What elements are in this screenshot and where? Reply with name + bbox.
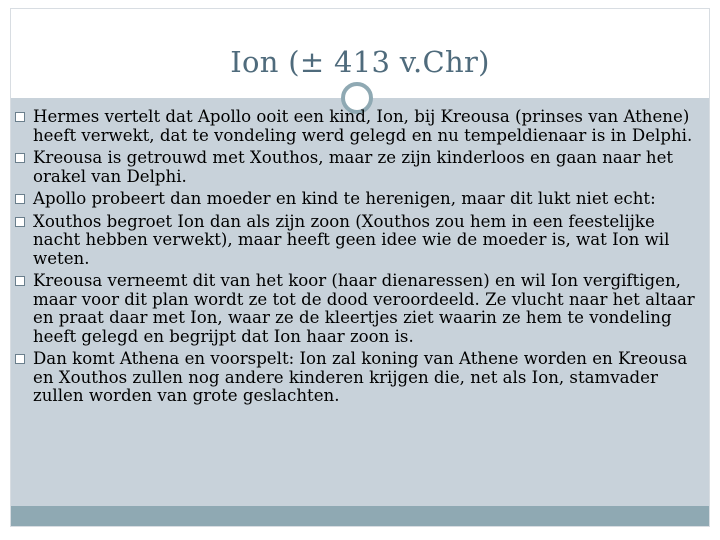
square-bullet-icon <box>15 112 25 122</box>
bullet-text: Apollo probeert dan moeder en kind te herenigen, maar dit lukt niet echt: <box>33 189 656 208</box>
bullet-text: Kreousa is getrouwd met Xouthos, maar ze zijn kinderloos en gaan naar het orakel van Delphi. <box>33 148 674 186</box>
bullet-item <box>15 190 695 209</box>
footer-bar <box>11 506 709 526</box>
bullet-item <box>15 350 695 406</box>
slide-title: Ion (± 413 v.Chr) <box>230 45 490 79</box>
square-bullet-icon <box>15 276 25 286</box>
bullet-text: Dan komt Athena en voorspelt: Ion zal koning van Athene worden en Kreousa en Xouthos zullen nog andere kinderen krijgen die, net als Ion, stamvader zullen worden van grote geslachten. <box>33 349 688 405</box>
bullet-item <box>15 213 695 269</box>
square-bullet-icon <box>15 354 25 364</box>
bullet-text: Hermes vertelt dat Apollo ooit een kind, Ion, bij Kreousa (prinses van Athene) heeft verwekt, dat te vondeling werd gelegd en nu tempeldienaar is in Delphi. <box>33 107 693 145</box>
bullet-list <box>15 108 695 410</box>
bullet-text: Xouthos begroet Ion dan als zijn zoon (Xouthos zou hem in een feestelijke nacht hebben verwekt), maar heeft geen idee wie de moeder is, wat Ion wil weten. <box>33 211 670 268</box>
bullet-item <box>15 272 695 346</box>
bullet-item <box>15 108 695 145</box>
square-bullet-icon <box>15 194 25 204</box>
bullet-text: Kreousa verneemt dit van het koor (haar dienaressen) en wil Ion vergiftigen, maar voor dit plan wordt ze tot de dood veroordeeld. Ze vlucht naar het altaar en praat daar met Ion, waar ze de kleertjes ziet waarin ze hem te vondeling heeft gelegd en begrijpt dat Ion haar zoon is. <box>33 271 695 346</box>
bullet-item <box>15 149 695 186</box>
square-bullet-icon <box>15 153 25 163</box>
square-bullet-icon <box>15 217 25 227</box>
